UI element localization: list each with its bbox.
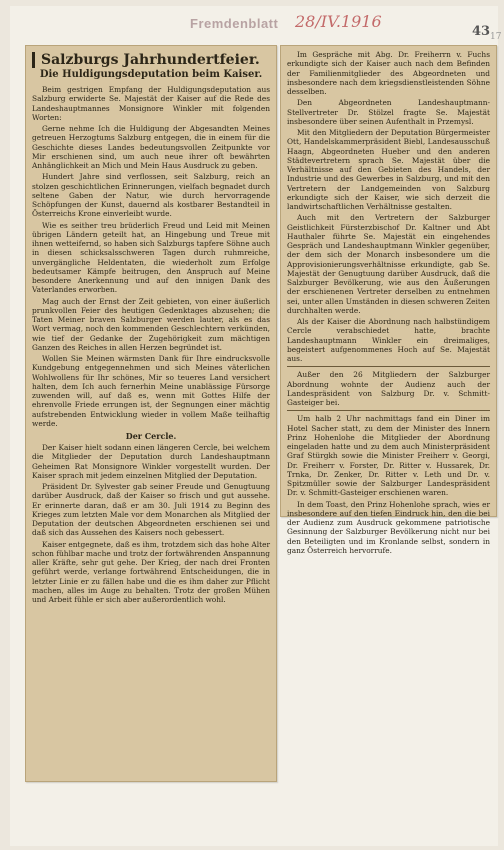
cercle-paragraph: Kaiser entgegnete, daß es ihm, trotzdem sich das hohe Alter schon fühlbar mache und trotz der fortwährenden Anspannung aller Kräfte, sehr gut gehe. Der Krieg, der nach drei Fronten geführt werde, verlange fortwährend Entscheidungen, die in letzter Linie er zu fällen habe und die es ihm daher zur Pflicht machen, alles im Auge zu behalten. Trotz der großen Mühen und Arbeit fühle er sich aber außerordentlich wohl. — [32, 539, 270, 604]
right-paragraph: Außer den 26 Mitgliedern der Salzburger Abordnung wohnte der Audienz auch der Landespräsident von Salzburg Dr. v. Schmitt-Gasteiger bei. — [287, 370, 490, 407]
newspaper-clipping-left — [25, 45, 277, 782]
article-subtitle: Die Huldigungsdeputation beim Kaiser. — [39, 69, 263, 80]
right-paragraph: Auch mit den Vertretern der Salzburger Geistlichkeit Fürsterzbischof Dr. Kaltner und Abt Hauthaler führte Se. Majestät ein eingehendes Gespräch und Landeshauptmann Winkler gegenüber, der dem sich der Monarch insbesondere um die Approvisionierungsverhältnisse erkundigte, gab Se. Majestät der Genugtuung darüber Ausdruck, daß die Salzburger Bevölkerung, wie aus den Äußerungen der erschienenen Vertreter derselben zu entnehmen sei, unter allen Umständen in diesen schweren Zeiten durchhalten werde. — [287, 213, 490, 315]
right-paragraph: In dem Toast, den Prinz Hohenlohe sprach, wies er insbesondere auf den tiefen Eindruck hin, den die bei der Audienz zum Ausdruck gekommene patriotische Gesinnung der Salzburger Bevölkerung nicht nur bei den Beteiligten und im Kronlande selbst, sondern in ganz Österreich hervorrufe. — [287, 499, 490, 555]
cercle-paragraph: Präsident Dr. Sylvester gab seiner Freude und Genugtuung darüber Ausdruck, daß der Kaiser so frisch und gut aussehe. Er erinnerte daran, daß er am 30. Juli 1914 zu Beginn des Krieges zum letzten Male vor dem Monarchen als Mitglied der Deputation der deutschen Abgeordneten erschienen sei und daß sich das Aussehen des Kaisers noch gebessert. — [32, 482, 270, 538]
page-number-note: 17 — [490, 32, 502, 42]
article-title: Salzburgs Jahrhundertfeier. — [32, 52, 270, 68]
right-paragraph: Mit den Mitgliedern der Deputation Bürgermeister Ott, Handelskammerpräsident Biebl, Landesausschuß Haagn, Abgeordneten Hueber und den anderen Städtevertretern sprach Se. Majestät über die Verhältnisse auf den Gebieten des Handels, der Industrie und des Gewerbes in Salzburg, und mit den Vertretern der Landgemeinden von Salzburg erkundigte sich der Kaiser, wie sich derzeit die landwirtschaftlichen Verhältnisse gestalten. — [287, 128, 490, 211]
speech-paragraph: Gerne nehme Ich die Huldigung der Abgesandten Meines getreuen Herzogtums Salzburg entgegen, die in einem für die Geschichte dieses Landes bedeutungsvollen Zeitpunkte vor Mir erschienen sind, um auch neue ihrer oft bewährten Anhänglichkeit an Mich und Mein Haus Ausdruck zu geben. — [32, 124, 270, 170]
section-divider — [287, 410, 490, 411]
speech-paragraph: Mag auch der Ernst der Zeit gebieten, von einer äußerlich prunkvollen Feier des heutigen Gedenktages abzusehen; die Taten Meiner braven Salzburger werden lauter, als es das Wort vermag, noch den kommenden Geschlechtern verkünden, wie tief der Gedanke der Zugehörigkeit zum mächtigen Ganzen des Reiches in allen Herzen begründet ist. — [32, 296, 270, 352]
right-paragraph: Im Gespräche mit Abg. Dr. Freiherrn v. Fuchs erkundigte sich der Kaiser auch nach dem Befinden der Familienmitglieder des Abgeordneten und insbesondere nach dem kriegsdienstleistenden Söhne desselben. — [287, 50, 490, 96]
speech-paragraph: Wie es seither treu brüderlich Freud und Leid mit Meinen übrigen Ländern geteilt hat, an Hingebung und Treue mit ihnen wetteifernd, so haben sich Salzburgs tapfere Söhne auch in diesen schicksalsschweren Tagen durch ruhmreiche, unvergängliche Heldentaten, die wiederholt zum Erfolge bedeutsamer Kämpfe beitrugen, den Anspruch auf Meine besondere Anerkennung und auf den innigen Dank des Vaterlandes erworben. — [32, 220, 270, 295]
section-divider — [287, 366, 490, 367]
speech-paragraph: Hundert Jahre sind verflossen, seit Salzburg, reich an stolzen geschichtlichen Erinnerungen, vielfach begnadet durch seltene Gaben der Natur, wie durch hervorragende Schöpfungen der Kunst, dauernd als kostbarer Bestandteil in Österreichs Krone einverleibt wurde. — [32, 172, 270, 219]
handwritten-date: 28/IV.1916 — [295, 12, 382, 31]
right-paragraph: Um halb 2 Uhr nachmittags fand ein Diner im Hotel Sacher statt, zu dem der Minister des Innern Prinz Hohenlohe die Mitglieder der Abordnung eingeladen hatte und zu dem auch Ministerpräsident Graf Stürgkh sowie die Minister Freiherr v. Georgi, Dr. Freiherr v. Forster, Dr. Ritter v. Hussarek, Dr. Trnka, Dr. Zenker, Dr. Ritter v. Leth und Dr. v. Spitzmüller sowie der Salzburger Landespräsident Dr. v. Schmitt-Gasteiger erschienen waren. — [287, 414, 490, 498]
cercle-paragraph: Der Kaiser hielt sodann einen längeren Cercle, bei welchem die Mitglieder der Deputation durch Landeshauptmann Geheimen Rat Monsignore Winkler vorgestellt wurden. Der Kaiser sprach mit jedem einzelnen Mitglied der Deputation. — [32, 443, 270, 480]
speech-paragraph: Wollen Sie Meinen wärmsten Dank für Ihre eindrucksvolle Kundgebung entgegennehmen und sich Meines väterlichen Wohlwollens für Ihr schönes, Mir so teueres Land versichert halten, dem Ich auch fernerhin Meine unablässige Fürsorge zuwenden will, auf daß es, wenn mit Gottes Hilfe der ehrenvolle Friede errungen ist, der Segnungen einer mächtig aufstrebenden Entwicklung wieder in vollem Maße teilhaftig werde. — [32, 354, 270, 428]
page-number: 43 — [472, 24, 491, 39]
right-paragraph: Als der Kaiser die Abordnung nach halbstündigem Cercle verabschiedet hatte, brachte Landeshauptmann Winkler ein dreimaliges, begeistert aufgenommenes Hoch auf Se. Majestät aus. — [287, 317, 490, 363]
newspaper-clipping-right — [280, 45, 497, 555]
cercle-heading: Der Cercle. — [125, 431, 177, 441]
source-stamp: Fremdenblatt — [190, 16, 279, 31]
intro-paragraph: Beim gestrigen Empfang der Huldigungsdeputation aus Salzburg erwiderte Se. Majestät der Kaiser auf die Rede des Landeshauptmannes Monsignore Winkler mit folgenden Worten: — [32, 85, 270, 122]
right-paragraph: Den Abgeordneten Landeshauptmann-Stellvertreter Dr. Stölzel fragte Se. Majestät insbesondere über seinen Aufenthalt in Przemysl. — [287, 98, 490, 126]
